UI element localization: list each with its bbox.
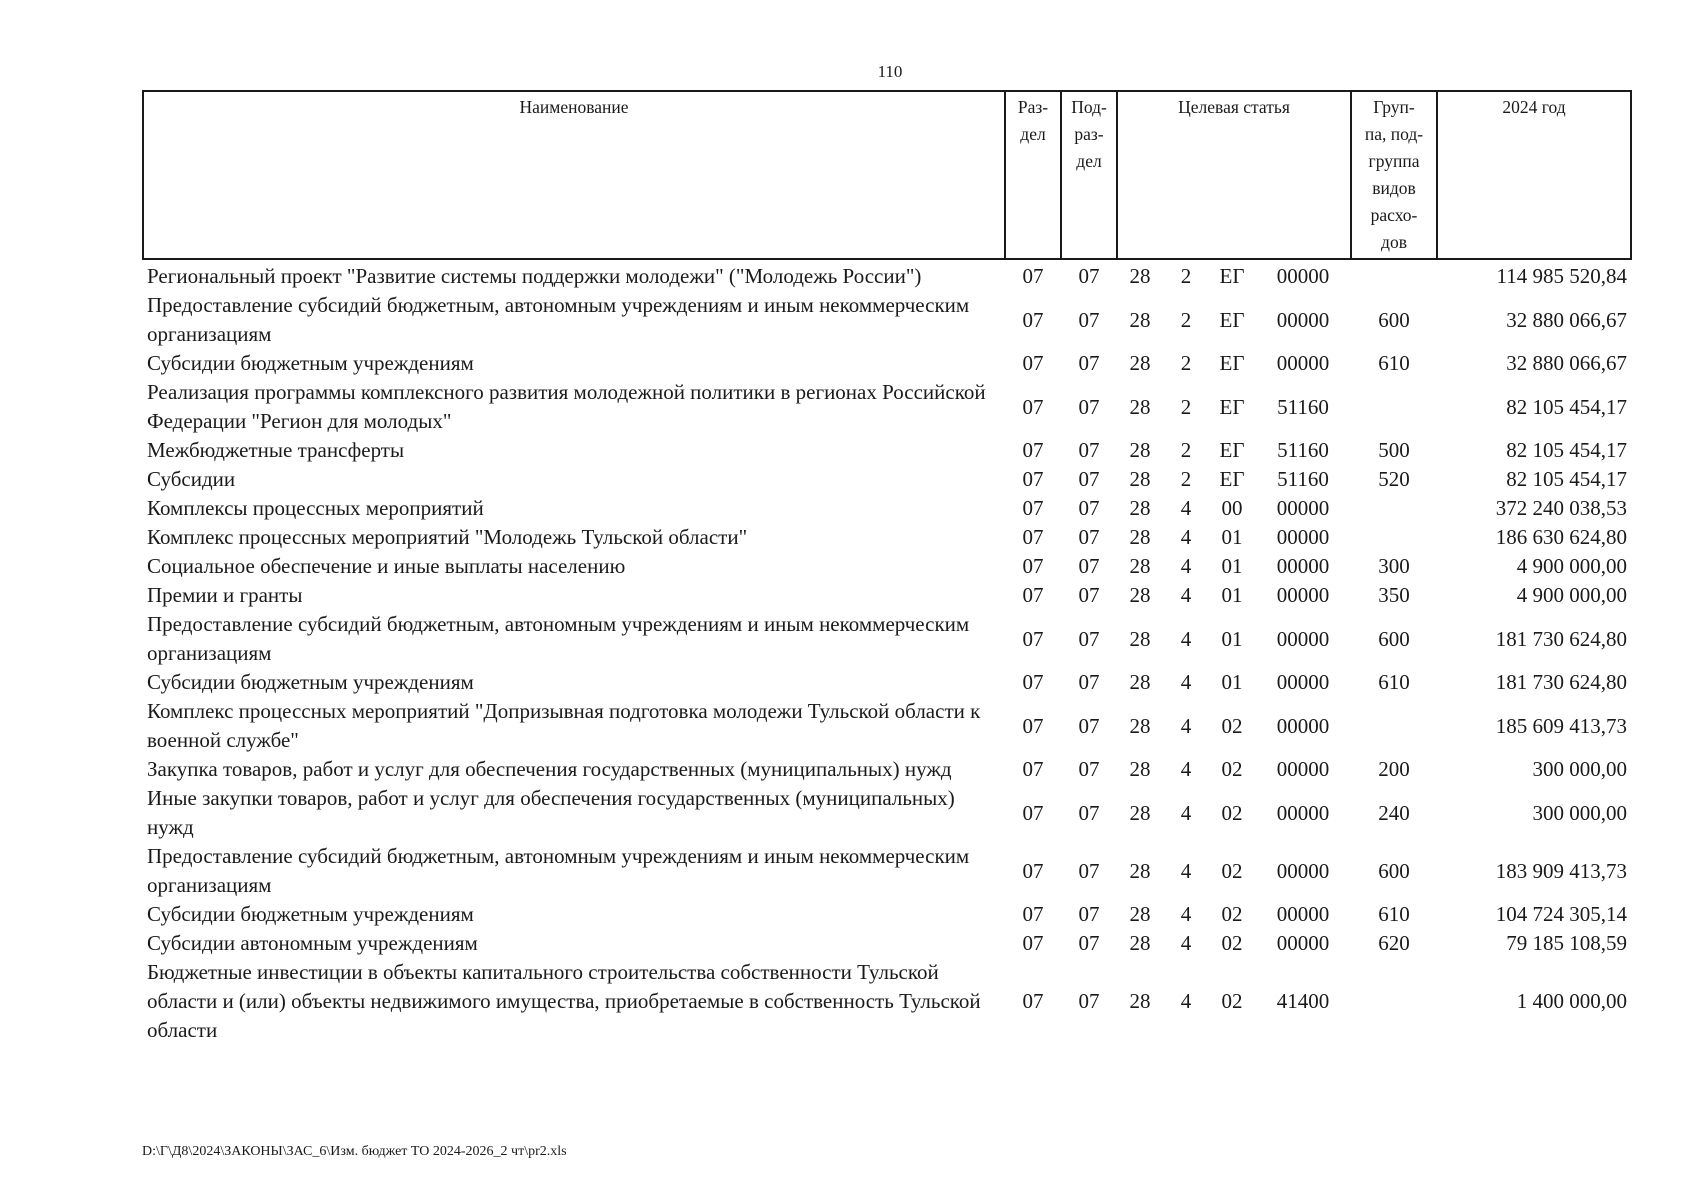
cell-section: 07 [1022, 931, 1044, 955]
table-row [143, 349, 1631, 378]
cell-subsection: 07 [1078, 626, 1100, 651]
cell-target-code: 00000 [1276, 931, 1330, 955]
cell-target-type: 2 [1180, 467, 1192, 491]
table-row [143, 436, 1631, 465]
cell-name: Субсидии бюджетным учреждениям [147, 670, 474, 694]
cell-target-project: 02 [1221, 800, 1243, 825]
cell-amount: 114 985 520,84 [1496, 264, 1628, 288]
cell-target-project: 01 [1221, 583, 1243, 607]
cell-target-project: 02 [1221, 989, 1243, 1013]
cell-section: 07 [1022, 264, 1044, 288]
cell-expense-group: 600 [1378, 858, 1410, 883]
cell-target-type: 4 [1180, 931, 1192, 955]
table-row [143, 465, 1631, 494]
cell-subsection: 07 [1078, 351, 1100, 375]
cell-target-type: 2 [1180, 264, 1192, 288]
cell-amount: 1 400 000,00 [1516, 989, 1628, 1013]
cell-section: 07 [1022, 525, 1044, 549]
cell-subsection: 07 [1078, 394, 1100, 419]
cell-target-type: 4 [1180, 858, 1192, 883]
cell-target-program: 28 [1129, 583, 1151, 607]
cell-target-type: 4 [1180, 989, 1192, 1013]
cell-expense-group: 200 [1378, 757, 1410, 781]
cell-amount: 4 900 000,00 [1516, 583, 1628, 607]
cell-target-project: ЕГ [1219, 394, 1245, 419]
cell-name: Реализация программы комплексного развития молодежной политики в регионах Российской Федерации "Регион для молодых" [147, 380, 986, 433]
cell-section: 07 [1022, 394, 1044, 419]
cell-target-code: 00000 [1276, 713, 1330, 738]
cell-name: Региональный проект "Развитие системы поддержки молодежи" ("Молодежь России") [147, 264, 922, 288]
cell-target-project: ЕГ [1219, 467, 1245, 491]
cell-target-program: 28 [1129, 800, 1151, 825]
cell-subsection: 07 [1078, 931, 1100, 955]
table-row [143, 581, 1631, 610]
cell-expense-group [1351, 494, 1437, 523]
cell-target-program: 28 [1129, 757, 1151, 781]
cell-target-project: 00 [1221, 496, 1243, 520]
cell-name: Предоставление субсидий бюджетным, автономным учреждениям и иным некоммерческим организациям [147, 612, 970, 665]
header-name: Наименование [143, 91, 1005, 259]
budget-table [142, 90, 1632, 1045]
cell-name: Комплекс процессных мероприятий "Допризывная подготовка молодежи Тульской области к военной службе" [147, 699, 981, 752]
cell-amount: 300 000,00 [1532, 800, 1628, 825]
cell-section: 07 [1022, 438, 1044, 462]
cell-expense-group: 240 [1378, 800, 1410, 825]
cell-target-type: 4 [1180, 496, 1192, 520]
header-expense-group: Груп- па, под- группа видов расхо- дов [1351, 91, 1437, 259]
cell-target-type: 4 [1180, 670, 1192, 694]
cell-section: 07 [1022, 858, 1044, 883]
cell-target-code: 00000 [1276, 307, 1330, 332]
cell-target-type: 4 [1180, 902, 1192, 926]
cell-name: Субсидии бюджетным учреждениям [147, 902, 474, 926]
cell-target-code: 00000 [1276, 264, 1330, 288]
cell-target-program: 28 [1129, 438, 1151, 462]
cell-target-program: 28 [1129, 902, 1151, 926]
cell-target-code: 00000 [1276, 525, 1330, 549]
cell-target-program: 28 [1129, 670, 1151, 694]
cell-section: 07 [1022, 902, 1044, 926]
cell-target-code: 00000 [1276, 554, 1330, 578]
cell-section: 07 [1022, 467, 1044, 491]
cell-expense-group: 520 [1378, 467, 1410, 491]
cell-name: Комплексы процессных мероприятий [147, 496, 484, 520]
cell-target-code: 00000 [1276, 670, 1330, 694]
table-header-row [143, 91, 1631, 259]
header-year: 2024 год [1437, 91, 1631, 259]
header-target-article: Целевая статья [1117, 91, 1351, 259]
page-number: 110 [877, 62, 903, 81]
cell-target-project: 02 [1221, 858, 1243, 883]
cell-subsection: 07 [1078, 307, 1100, 332]
cell-amount: 181 730 624,80 [1495, 626, 1628, 651]
cell-name: Иные закупки товаров, работ и услуг для обеспечения государственных (муниципальных) нужд [147, 786, 955, 839]
cell-subsection: 07 [1078, 670, 1100, 694]
cell-expense-group: 610 [1378, 902, 1410, 926]
cell-target-program: 28 [1129, 931, 1151, 955]
cell-amount: 372 240 038,53 [1495, 496, 1628, 520]
cell-target-code: 51160 [1277, 467, 1329, 491]
cell-target-type: 4 [1180, 757, 1192, 781]
cell-name: Предоставление субсидий бюджетным, автономным учреждениям и иным некоммерческим организациям [147, 293, 970, 346]
cell-section: 07 [1022, 626, 1044, 651]
cell-name: Субсидии [147, 467, 236, 491]
cell-target-type: 4 [1180, 583, 1192, 607]
cell-subsection: 07 [1078, 438, 1100, 462]
cell-target-type: 4 [1180, 626, 1192, 651]
cell-target-program: 28 [1129, 858, 1151, 883]
cell-expense-group: 610 [1378, 351, 1410, 375]
cell-amount: 32 880 066,67 [1506, 307, 1628, 332]
cell-expense-group: 600 [1378, 626, 1410, 651]
cell-name: Субсидии бюджетным учреждениям [147, 351, 474, 375]
cell-expense-group [1351, 523, 1437, 552]
cell-target-code: 00000 [1276, 902, 1330, 926]
cell-target-program: 28 [1129, 713, 1151, 738]
cell-section: 07 [1022, 757, 1044, 781]
table-row [143, 494, 1631, 523]
cell-target-program: 28 [1129, 394, 1151, 419]
cell-section: 07 [1022, 351, 1044, 375]
table-row [143, 378, 1631, 436]
cell-target-program: 28 [1129, 525, 1151, 549]
cell-section: 07 [1022, 583, 1044, 607]
cell-subsection: 07 [1078, 467, 1100, 491]
cell-amount: 183 909 413,73 [1495, 858, 1628, 883]
header-subsection: Под- раз- дел [1061, 91, 1117, 259]
cell-expense-group: 600 [1378, 307, 1410, 332]
budget-table-container [142, 90, 1630, 1045]
cell-name: Премии и гранты [147, 583, 303, 607]
cell-target-project: ЕГ [1219, 307, 1245, 332]
cell-expense-group: 300 [1378, 554, 1410, 578]
cell-target-project: ЕГ [1219, 438, 1245, 462]
cell-subsection: 07 [1078, 583, 1100, 607]
cell-subsection: 07 [1078, 757, 1100, 781]
cell-target-code: 00000 [1276, 626, 1330, 651]
cell-target-project: ЕГ [1219, 351, 1245, 375]
cell-amount: 82 105 454,17 [1506, 438, 1628, 462]
cell-target-code: 00000 [1276, 583, 1330, 607]
cell-amount: 4 900 000,00 [1516, 554, 1628, 578]
cell-expense-group [1351, 958, 1437, 1045]
cell-target-program: 28 [1129, 554, 1151, 578]
cell-target-type: 2 [1180, 351, 1192, 375]
cell-target-type: 4 [1180, 554, 1192, 578]
cell-target-code: 00000 [1276, 800, 1330, 825]
cell-amount: 104 724 305,14 [1495, 902, 1628, 926]
cell-subsection: 07 [1078, 858, 1100, 883]
cell-target-project: 01 [1221, 626, 1243, 651]
cell-target-program: 28 [1129, 307, 1151, 332]
cell-amount: 32 880 066,67 [1506, 351, 1628, 375]
cell-amount: 186 630 624,80 [1495, 525, 1628, 549]
cell-target-code: 00000 [1276, 351, 1330, 375]
cell-amount: 79 185 108,59 [1506, 931, 1628, 955]
table-row [143, 842, 1631, 900]
cell-target-program: 28 [1129, 264, 1151, 288]
cell-name: Межбюджетные трансферты [147, 438, 405, 462]
cell-expense-group [1351, 697, 1437, 755]
cell-target-project: 01 [1221, 670, 1243, 694]
cell-amount: 82 105 454,17 [1506, 394, 1628, 419]
cell-subsection: 07 [1078, 902, 1100, 926]
cell-target-type: 2 [1180, 394, 1192, 419]
cell-target-program: 28 [1129, 467, 1151, 491]
table-row [143, 697, 1631, 755]
cell-target-type: 2 [1180, 307, 1192, 332]
table-row [143, 755, 1631, 784]
cell-target-program: 28 [1129, 496, 1151, 520]
cell-expense-group: 350 [1378, 583, 1410, 607]
header-section: Раз- дел [1005, 91, 1061, 259]
cell-name: Бюджетные инвестиции в объекты капитального строительства собственности Тульской области и (или) объекты недвижимого имущества, приобретаемые в собственность Тульской области [147, 960, 981, 1042]
cell-subsection: 07 [1078, 713, 1100, 738]
cell-name: Субсидии автономным учреждениям [147, 931, 478, 955]
cell-target-type: 4 [1180, 800, 1192, 825]
cell-section: 07 [1022, 670, 1044, 694]
cell-target-type: 4 [1180, 713, 1192, 738]
cell-target-code: 00000 [1276, 496, 1330, 520]
cell-section: 07 [1022, 307, 1044, 332]
table-row [143, 900, 1631, 929]
cell-expense-group [1351, 378, 1437, 436]
cell-expense-group: 610 [1378, 670, 1410, 694]
cell-section: 07 [1022, 713, 1044, 738]
cell-target-program: 28 [1129, 989, 1151, 1013]
cell-subsection: 07 [1078, 264, 1100, 288]
cell-subsection: 07 [1078, 525, 1100, 549]
cell-name: Социальное обеспечение и иные выплаты населению [147, 554, 626, 578]
cell-subsection: 07 [1078, 800, 1100, 825]
cell-section: 07 [1022, 554, 1044, 578]
cell-expense-group [1351, 259, 1437, 291]
table-row [143, 291, 1631, 349]
cell-target-type: 4 [1180, 525, 1192, 549]
cell-section: 07 [1022, 496, 1044, 520]
cell-name: Закупка товаров, работ и услуг для обеспечения государственных (муниципальных) нужд [147, 757, 952, 781]
cell-name: Комплекс процессных мероприятий "Молодежь Тульской области" [147, 525, 748, 549]
cell-target-program: 28 [1129, 626, 1151, 651]
table-row [143, 259, 1631, 291]
table-row [143, 958, 1631, 1045]
cell-target-code: 00000 [1276, 757, 1330, 781]
cell-target-project: 01 [1221, 554, 1243, 578]
cell-target-project: 02 [1221, 757, 1243, 781]
cell-target-code: 41400 [1276, 989, 1330, 1013]
table-row [143, 784, 1631, 842]
cell-subsection: 07 [1078, 989, 1100, 1013]
cell-target-code: 51160 [1277, 394, 1329, 419]
cell-target-program: 28 [1129, 351, 1151, 375]
table-row [143, 610, 1631, 668]
cell-section: 07 [1022, 800, 1044, 825]
cell-expense-group: 620 [1378, 931, 1410, 955]
cell-section: 07 [1022, 989, 1044, 1013]
cell-target-project: 02 [1221, 931, 1243, 955]
table-row [143, 523, 1631, 552]
cell-target-project: 02 [1221, 713, 1243, 738]
cell-target-code: 00000 [1276, 858, 1330, 883]
cell-target-project: 02 [1221, 902, 1243, 926]
cell-target-type: 2 [1180, 438, 1192, 462]
cell-amount: 300 000,00 [1532, 757, 1628, 781]
table-row [143, 668, 1631, 697]
cell-target-code: 51160 [1277, 438, 1329, 462]
table-row [143, 929, 1631, 958]
cell-subsection: 07 [1078, 554, 1100, 578]
table-body [143, 259, 1631, 1045]
cell-amount: 181 730 624,80 [1495, 670, 1628, 694]
cell-amount: 185 609 413,73 [1495, 713, 1628, 738]
cell-target-project: 01 [1221, 525, 1243, 549]
footer-file-path: D:\Г\Д8\2024\ЗАКОНЫ\ЗАС_6\Изм. бюджет ТО 2024-2026_2 чт\pr2.xls [142, 1144, 567, 1159]
cell-subsection: 07 [1078, 496, 1100, 520]
cell-target-project: ЕГ [1219, 264, 1245, 288]
cell-expense-group: 500 [1378, 438, 1410, 462]
cell-name: Предоставление субсидий бюджетным, автономным учреждениям и иным некоммерческим организациям [147, 844, 970, 897]
cell-amount: 82 105 454,17 [1506, 467, 1628, 491]
table-row [143, 552, 1631, 581]
